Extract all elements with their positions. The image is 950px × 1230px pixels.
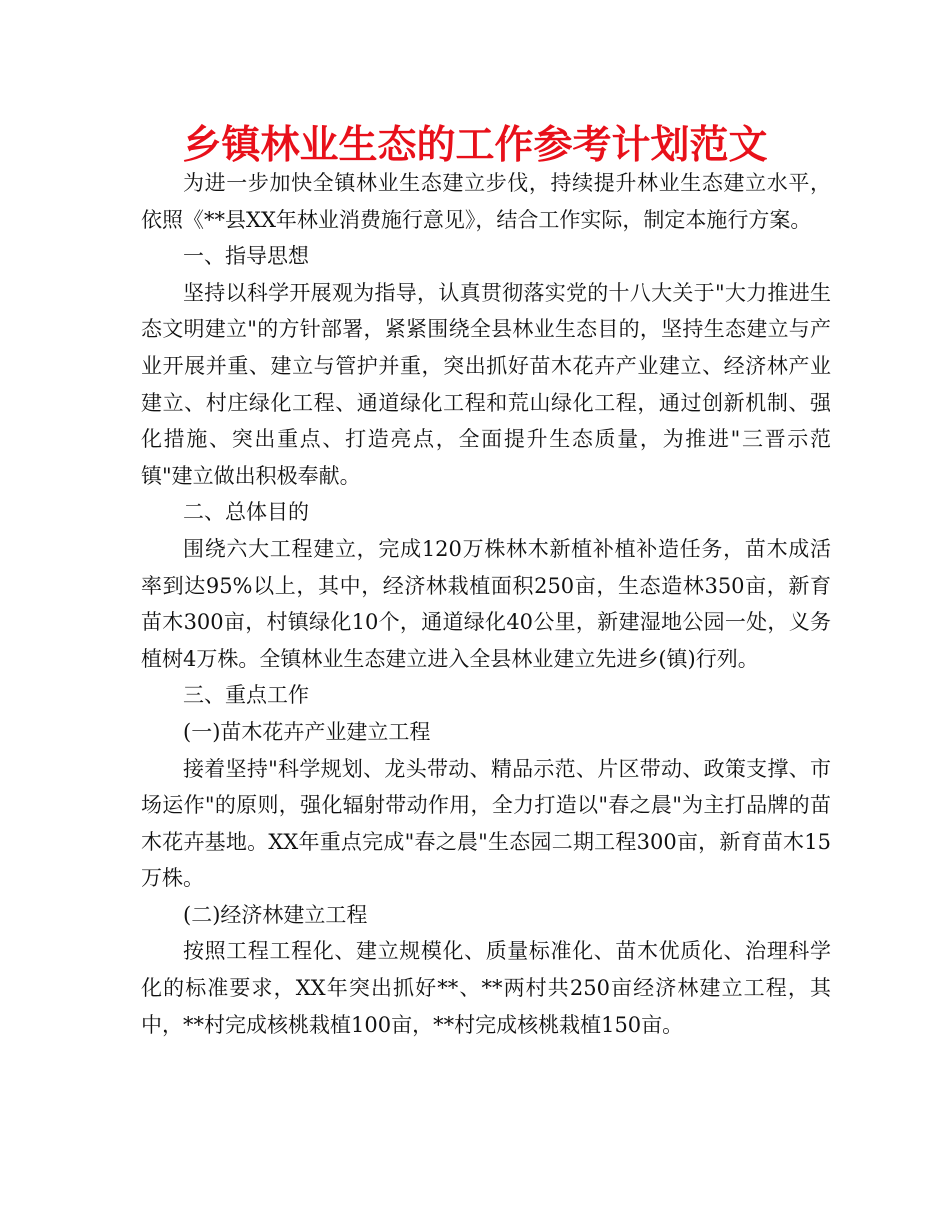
intro-paragraph: 为进一步加快全镇林业生态建立步伐，持续提升林业生态建立水平，依照《**县XX年林业消费施行意见》，结合工作实际，制定本施行方案。 <box>141 171 831 232</box>
nursery-project-paragraph: 接着坚持"科学规划、龙头带动、精品示范、片区带动、政策支撑、市场运作"的原则，强化辐射带动作用，全力打造以"春之晨"为主打品牌的苗木花卉基地。XX年重点完成"春之晨"生态园二期工程300亩，新育苗木15万株。 <box>141 756 831 891</box>
economic-forest-paragraph: 按照工程工程化、建立规模化、质量标准化、苗木优质化、治理科学化的标准要求，XX年突出抓好**、**两村共250亩经济林建立工程，其中，**村完成核桃栽植100亩，**村完成核桃栽植150亩。 <box>141 939 831 1037</box>
document-title: 乡镇林业生态的工作参考计划范文 <box>182 123 768 168</box>
document-body <box>141 165 831 1043</box>
subsection-heading-economic-forest: (二)经济林建立工程 <box>183 902 368 927</box>
guiding-ideology-paragraph: 坚持以科学开展观为指导，认真贯彻落实党的十八大关于"大力推进生态文明建立"的方针部署，紧紧围绕全县林业生态目的，坚持生态建立与产业开展并重、建立与管护并重，突出抓好苗木花卉产业建立、经济林产业建立、村庄绿化工程、通道绿化工程和荒山绿化工程，通过创新机制、强化措施、突出重点、打造亮点，全面提升生态质量，为推进"三晋示范镇"建立做出积极奉献。 <box>141 280 831 488</box>
section-heading-guiding-ideology: 一、指导思想 <box>183 244 309 269</box>
subsection-heading-nursery-project: (一)苗木花卉产业建立工程 <box>183 719 431 744</box>
section-heading-key-work: 三、重点工作 <box>183 683 309 708</box>
section-heading-overall-goals: 二、总体目的 <box>183 500 309 525</box>
overall-goals-paragraph: 围绕六大工程建立，完成120万株林木新植补植补造任务，苗木成活率到达95%以上，其中，经济林栽植面积250亩，生态造林350亩，新育苗木300亩，村镇绿化10个，通道绿化40公里，新建湿地公园一处，义务植树4万株。全镇林业生态建立进入全县林业建立先进乡(镇)行列。 <box>141 536 831 671</box>
